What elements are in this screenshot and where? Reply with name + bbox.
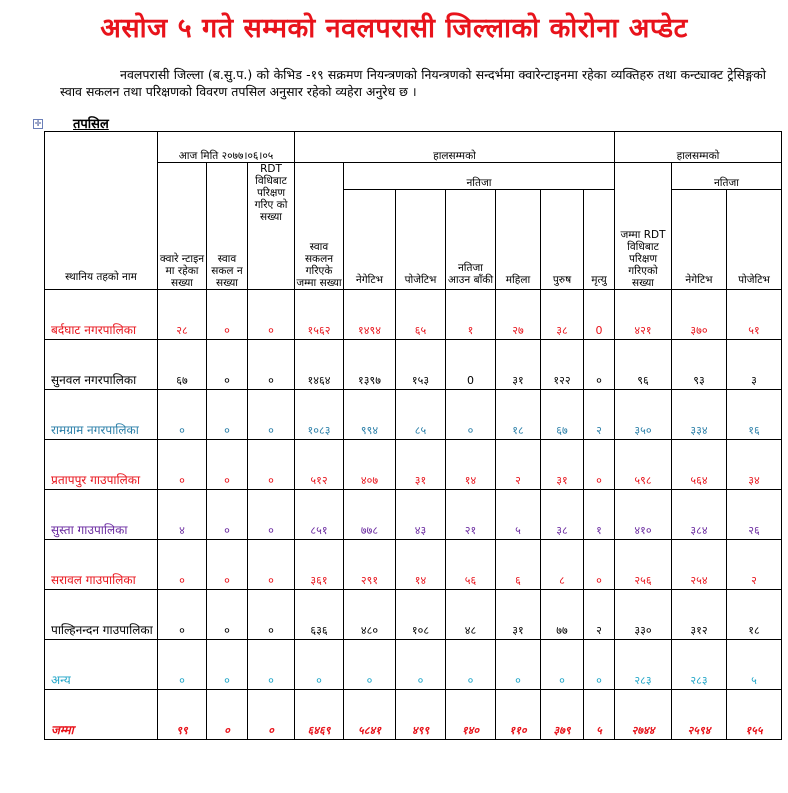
header-swab-collected: स्वाव सकल न सख्या [207, 163, 248, 290]
table-cell: २९१ [344, 540, 396, 590]
row-name: सुनवल नगरपालिका [45, 340, 158, 390]
table-cell: ३६१ [295, 540, 344, 590]
total-row [45, 690, 782, 740]
table-cell: १४ [396, 540, 446, 590]
table-cell: ० [248, 390, 295, 440]
table-cell: ० [207, 490, 248, 540]
table-cell: ५६४ [672, 440, 727, 490]
table-cell: ५१२ [295, 440, 344, 490]
table-cell: ३१ [541, 440, 584, 490]
table-cell: ४८ [446, 590, 496, 640]
table-cell: ५१ [727, 290, 782, 340]
table-cell: ६५ [396, 290, 446, 340]
row-name: रामग्राम नगरपालिका [45, 390, 158, 440]
table-row [45, 590, 782, 640]
table-cell: १०८३ [295, 390, 344, 440]
table-cell: १४ [446, 440, 496, 490]
row-name: अन्य [45, 640, 158, 690]
table-cell: १०८ [396, 590, 446, 640]
table-cell: ० [248, 290, 295, 340]
table-cell: ३१ [496, 590, 541, 640]
table-cell: २ [584, 390, 615, 440]
table-cell: ० [207, 540, 248, 590]
table-cell: २६ [727, 490, 782, 540]
table-cell: १६ [727, 390, 782, 440]
table-cell: ९९ [158, 690, 207, 740]
table-cell: ० [158, 540, 207, 590]
table-cell: ११० [496, 690, 541, 740]
table-cell: ६३६ [295, 590, 344, 640]
header-local-level: स्थानिय तहको नाम [45, 132, 158, 290]
header-negative: नेगेटिभ [344, 190, 396, 290]
table-cell: ३८ [541, 290, 584, 340]
table-cell: ० [158, 640, 207, 690]
table-cell: ३ [727, 340, 782, 390]
table-cell: ० [541, 640, 584, 690]
table-cell: ९६ [615, 340, 672, 390]
table-cell: १२२ [541, 340, 584, 390]
table-cell: २५९४ [672, 690, 727, 740]
table-cell: १८ [496, 390, 541, 440]
header-positive: पोजेटिभ [396, 190, 446, 290]
table-cell: ० [248, 640, 295, 690]
row-name: सुस्ता गाउपालिका [45, 490, 158, 540]
table-cell: १ [584, 490, 615, 540]
table-cell: ३८ [541, 490, 584, 540]
table-cell: १५५ [727, 690, 782, 740]
table-cell: 0 [584, 290, 615, 340]
table-cell: २५४ [672, 540, 727, 590]
table-row [45, 340, 782, 390]
table-cell: ० [207, 590, 248, 640]
table-cell: ० [248, 490, 295, 540]
table-cell: ३७९ [541, 690, 584, 740]
table-row [45, 290, 782, 340]
table-cell: ६७ [158, 340, 207, 390]
header-rdt-positive: पोजेटिभ [727, 190, 782, 290]
table-row [45, 490, 782, 540]
table-cell: ० [158, 590, 207, 640]
move-cross-icon[interactable]: ✛ [34, 119, 42, 128]
table-cell: ३३० [615, 590, 672, 640]
table-cell: ७७ [541, 590, 584, 640]
header-till-now: हालसम्मको [295, 132, 615, 163]
table-cell: ८५ [396, 390, 446, 440]
header-quarantine: क्वारे न्टाइन मा रहेका सख्या [158, 163, 207, 290]
table-cell: ० [158, 440, 207, 490]
table-cell: २५६ [615, 540, 672, 590]
table-cell: ० [207, 390, 248, 440]
header-result: नतिजा [344, 163, 615, 190]
header-rdt-result: नतिजा [672, 163, 782, 190]
table-row [45, 390, 782, 440]
table-cell: ९९४ [344, 390, 396, 440]
table-cell: ० [344, 640, 396, 690]
table-cell: ६४६९ [295, 690, 344, 740]
table-cell: ३१ [396, 440, 446, 490]
table-row [45, 640, 782, 690]
table-cell: ० [446, 640, 496, 690]
table-cell: ४१० [615, 490, 672, 540]
table-cell: ० [248, 340, 295, 390]
row-name: सरावल गाउपालिका [45, 540, 158, 590]
table-cell: ४०७ [344, 440, 396, 490]
header-death: मृत्यु [584, 190, 615, 290]
table-cell: 0 [446, 340, 496, 390]
header-till-now-rdt: हालसम्मको [615, 132, 782, 163]
table-cell: ८५१ [295, 490, 344, 540]
table-cell: १३९७ [344, 340, 396, 390]
table-cell: ३५० [615, 390, 672, 440]
table-cell: ४ [158, 490, 207, 540]
table-cell: ० [158, 390, 207, 440]
table-cell: ० [207, 440, 248, 490]
table-cell: ० [584, 640, 615, 690]
table-cell: ४२१ [615, 290, 672, 340]
table-cell: ० [584, 340, 615, 390]
table-cell: ४८० [344, 590, 396, 640]
section-heading: तपसिल [73, 117, 109, 132]
table-cell: ५ [584, 690, 615, 740]
table-cell: ० [584, 540, 615, 590]
table-cell: ८ [541, 540, 584, 590]
report-table [44, 131, 782, 740]
table-row [45, 440, 782, 490]
table-cell: १४० [446, 690, 496, 740]
table-cell: १४९४ [344, 290, 396, 340]
header-rdt-negative: नेगेटिभ [672, 190, 727, 290]
table-cell: ५ [727, 640, 782, 690]
header-female: महिला [496, 190, 541, 290]
header-male: पुरुष [541, 190, 584, 290]
table-cell: ० [584, 440, 615, 490]
table-cell: ० [248, 690, 295, 740]
table-cell: १ [446, 290, 496, 340]
table-cell: ० [248, 440, 295, 490]
table-cell: ० [207, 690, 248, 740]
table-cell: ३१२ [672, 590, 727, 640]
table-cell: ३१ [496, 340, 541, 390]
table-cell: ३४ [727, 440, 782, 490]
table-cell: ० [207, 640, 248, 690]
table-cell: ५ [496, 490, 541, 540]
table-cell: ० [295, 640, 344, 690]
row-name: पाल्हिनन्दन गाउपालिका [45, 590, 158, 640]
row-name: बर्दघाट नगरपालिका [45, 290, 158, 340]
table-cell: २ [496, 440, 541, 490]
table-cell: २८३ [615, 640, 672, 690]
table-cell: ० [248, 590, 295, 640]
table-cell: ० [396, 640, 446, 690]
header-pending: नतिजा आउन बाँकी [446, 190, 496, 290]
table-cell: ३३४ [672, 390, 727, 440]
table-cell: २८३ [672, 640, 727, 690]
table-cell: २ [727, 540, 782, 590]
table-cell: ० [446, 390, 496, 440]
table-cell: ० [496, 640, 541, 690]
header-rdt-tested: RDT विधिबाट परिक्षण गरिए को सख्या [248, 163, 295, 290]
table-cell: १४६४ [295, 340, 344, 390]
table-cell: ५९८ [615, 440, 672, 490]
table-cell: ५६ [446, 540, 496, 590]
table-cell: ० [207, 340, 248, 390]
table-cell: ६७ [541, 390, 584, 440]
table-cell: ९३ [672, 340, 727, 390]
table-cell: २७ [496, 290, 541, 340]
table-cell: २७४४ [615, 690, 672, 740]
table-cell: ० [248, 540, 295, 590]
table-cell: ० [207, 290, 248, 340]
table-cell: ६ [496, 540, 541, 590]
table-cell: १८ [727, 590, 782, 640]
table-cell: ३७० [672, 290, 727, 340]
table-cell: ४९९ [396, 690, 446, 740]
table-cell: २१ [446, 490, 496, 540]
intro-paragraph: नवलपरासी जिल्ला (ब.सु.प.) को केभिड -१९ सक्रमण नियन्त्रणको नियन्त्रणको सन्दर्भमा क्वारेन्टाइनमा रहेका व्यक्तिहरु तथा कन्ट्याक्ट ट्रेसिङ्गको स्वाव सकलन तथा परिक्षणको विवरण तपसिल अनुसार रहेको व्यहेरा अनुरेध छ । [60, 67, 766, 99]
table-cell: १५३ [396, 340, 446, 390]
table-cell: ७७८ [344, 490, 396, 540]
table-cell: ४३ [396, 490, 446, 540]
header-date-group: आज मिति २०७७।०६।०५ [158, 132, 295, 163]
table-cell: ३८४ [672, 490, 727, 540]
table-cell: १५६२ [295, 290, 344, 340]
row-name: प्रतापपुर गाउपालिका [45, 440, 158, 490]
table-cell: ५८४१ [344, 690, 396, 740]
page-title: असोज ५ गते सम्मको नवलपरासी जिल्लाको कोरोना अप्डेट [100, 13, 688, 44]
table-row [45, 540, 782, 590]
row-name: जम्मा [45, 690, 158, 740]
header-rdt-total: जम्मा RDT विधिबाट परिक्षण गरिएको सख्या [615, 163, 672, 290]
table-cell: २८ [158, 290, 207, 340]
table-cell: २ [584, 590, 615, 640]
header-swab-total: स्वाव सकलन गरिएके जम्मा सख्या [295, 163, 344, 290]
